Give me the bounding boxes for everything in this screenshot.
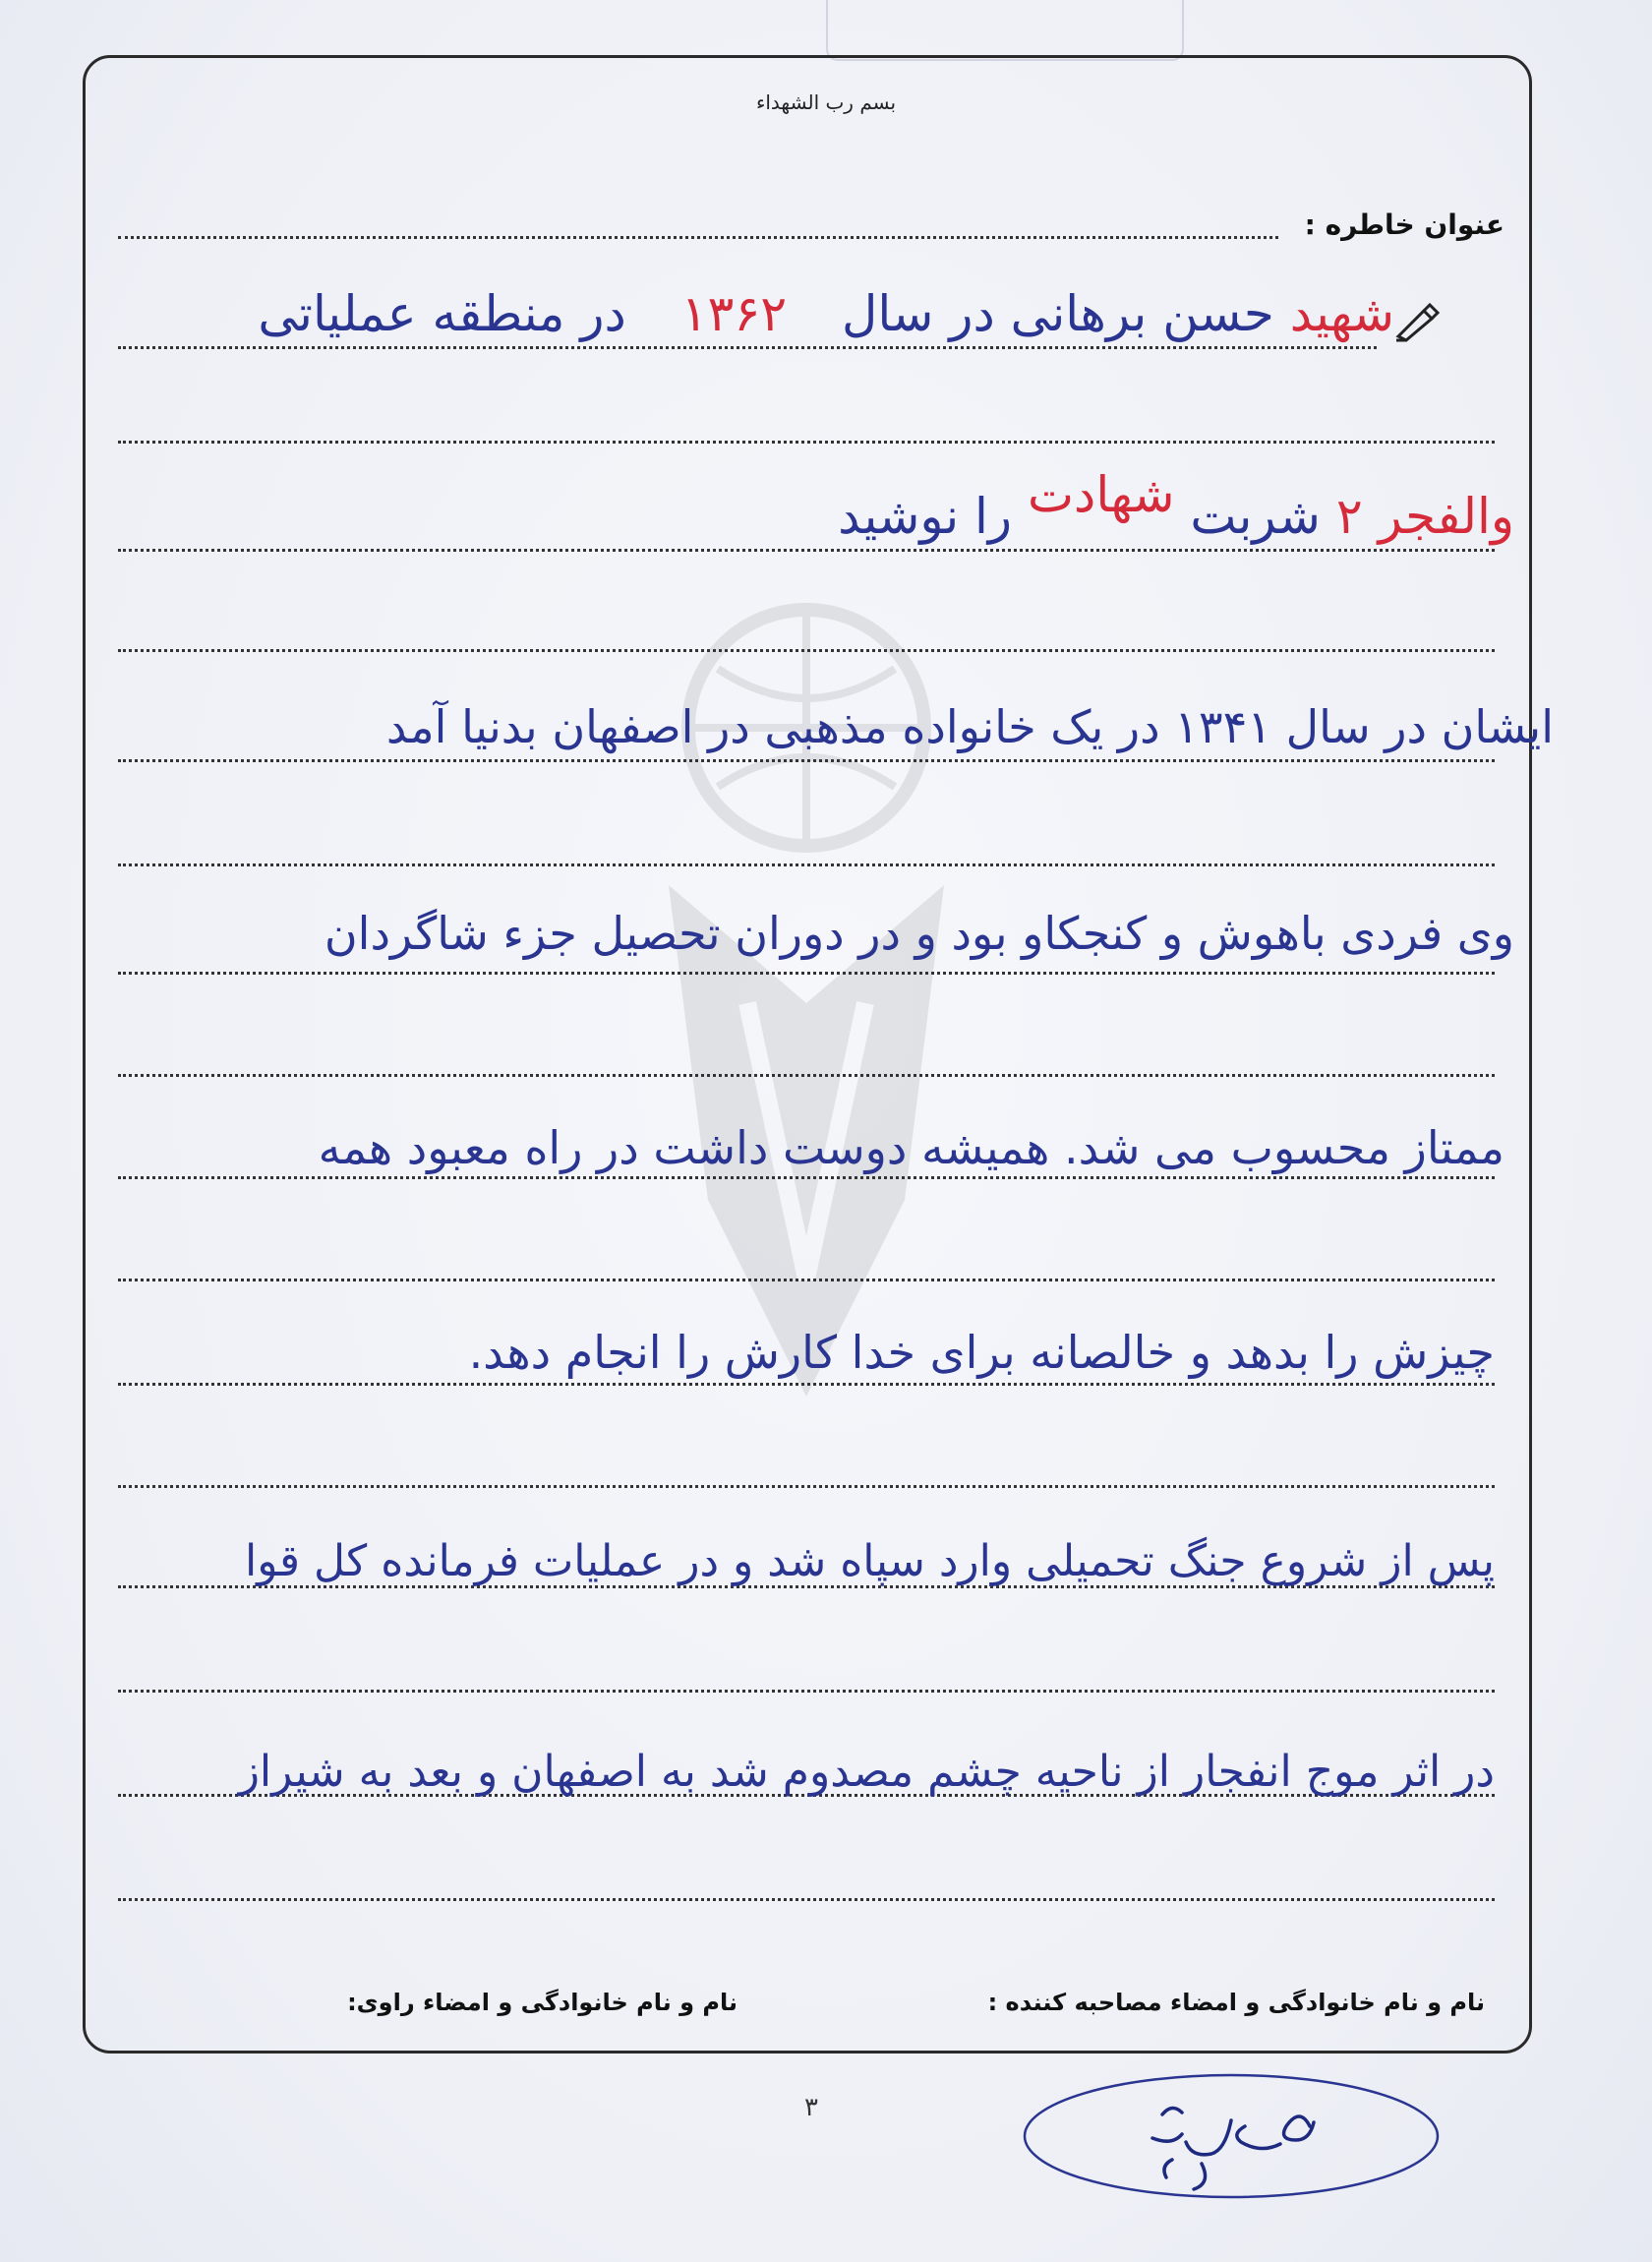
dotted-line xyxy=(118,1279,1495,1281)
handwritten-line-6: چیزش را بدهد و خالصانه برای خدا کارش را انجام دهد. xyxy=(468,1326,1495,1379)
handwritten-text: حسن برهانی در سال xyxy=(841,285,1274,342)
signature-image xyxy=(1015,2065,1447,2223)
pencil-hand-icon xyxy=(1394,303,1442,342)
dotted-line xyxy=(118,1485,1495,1488)
dotted-line xyxy=(118,759,1495,762)
dotted-line xyxy=(118,441,1495,444)
handwritten-year: ۱۳۶۲ xyxy=(680,285,788,342)
dotted-line xyxy=(118,549,1495,552)
dotted-line xyxy=(118,1690,1495,1693)
dotted-line xyxy=(118,1176,1495,1179)
handwritten-line-4: وی فردی باهوش و کنجکاو بود و در دوران تحصیل جزء شاگردان xyxy=(324,907,1514,960)
interviewer-signature-label: نام و نام خانوادگی و امضاء مصاحبه کننده : xyxy=(987,1989,1485,2016)
dotted-line xyxy=(118,236,1278,239)
handwritten-line-3: ایشان در سال ۱۳۴۱ در یک خانواده مذهبی در اصفهان بدنیا آمد xyxy=(385,700,1554,753)
memory-title-label: عنوان خاطره : xyxy=(1304,208,1504,241)
header-basmala: بسم رب الشهداء xyxy=(755,90,897,114)
page-number: ۳ xyxy=(804,2093,818,2122)
handwritten-line-1 xyxy=(258,285,1394,342)
handwritten-text: شربت xyxy=(1190,488,1321,545)
dotted-line xyxy=(118,1898,1495,1901)
handwritten-red-word: شهادت xyxy=(1027,466,1175,523)
dotted-line xyxy=(118,972,1495,975)
dotted-line xyxy=(118,863,1495,866)
handwritten-red-word: والفجر ۲ xyxy=(1335,488,1514,545)
dotted-line xyxy=(118,649,1495,652)
handwritten-line-7: پس از شروع جنگ تحمیلی وارد سپاه شد و در عملیات فرمانده کل قوا xyxy=(244,1536,1495,1586)
dotted-line xyxy=(118,1074,1495,1077)
faded-stamp xyxy=(826,0,1184,61)
dotted-line xyxy=(118,1383,1495,1386)
handwritten-line-5: ممتاز محسوب می شد. همیشه دوست داشت در راه معبود همه xyxy=(318,1121,1504,1174)
handwritten-text: را نوشید xyxy=(838,488,1013,545)
handwritten-line-2 xyxy=(838,466,1514,545)
handwritten-text: در منطقه عملیاتی xyxy=(258,285,626,342)
handwritten-red-word: شهید xyxy=(1289,285,1394,342)
narrator-signature-label: نام و نام خانوادگی و امضاء راوی: xyxy=(347,1989,738,2016)
dotted-line xyxy=(118,346,1377,349)
handwritten-line-8: در اثر موج انفجار از ناحیه چشم مصدوم شد به اصفهان و بعد به شیراز xyxy=(238,1747,1495,1797)
